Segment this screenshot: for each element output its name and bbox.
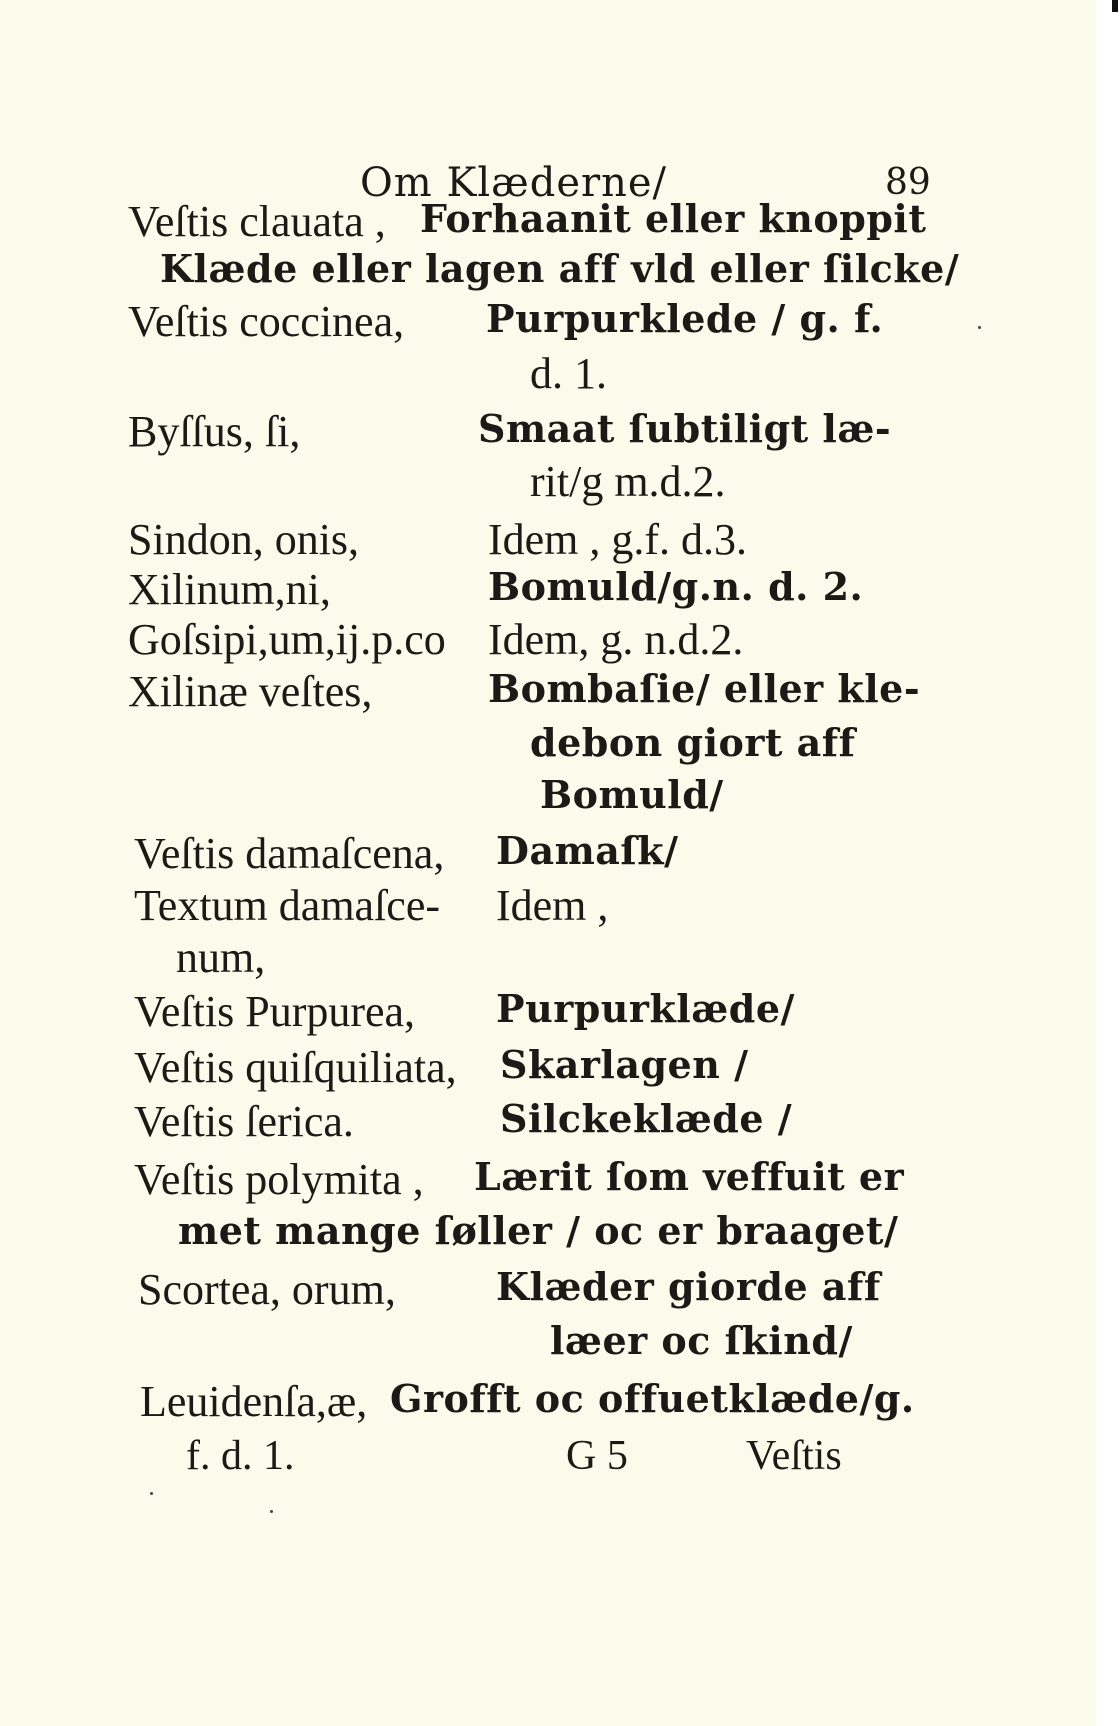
entry-latin: Xilinæ veſtes, <box>128 667 373 716</box>
entry-vernacular: læer oc ſkind/ <box>550 1318 853 1363</box>
entry-vernacular: Purpurklæde/ <box>496 986 795 1031</box>
entry-vernacular: Lærit ſom veffuit er <box>474 1154 905 1199</box>
entry-vernacular: rit/g m.d.2. <box>530 457 726 506</box>
entry-latin: num, <box>176 933 266 982</box>
entry-latin: Veſtis quiſquiliata, <box>134 1043 457 1092</box>
paper-speck <box>270 1510 273 1513</box>
entry-latin: Veſtis ſerica. <box>134 1097 354 1146</box>
entry-vernacular: Idem , <box>496 881 609 930</box>
entry-vernacular: Grofft oc offuetklæde/g. <box>390 1376 915 1421</box>
entry-latin: Textum damaſce- <box>134 881 441 930</box>
entry-vernacular: Bombaſie/ eller kle- <box>488 666 921 711</box>
entry-latin: Leuidenſa,æ, <box>140 1377 368 1426</box>
signature-mark: G 5 <box>566 1433 628 1479</box>
entry-latin: Veſtis polymita , <box>134 1155 424 1204</box>
scan-margin <box>1098 0 1120 1726</box>
entry-latin: Veſtis damaſcena, <box>134 829 445 878</box>
entry-vernacular: Klæde eller lagen aff vld eller ſilcke/ <box>160 246 960 291</box>
running-head: Om Klæderne/ <box>360 160 668 206</box>
entry-vernacular: Bomuld/g.n. d. 2. <box>488 564 864 609</box>
entry-latin: Scortea, orum, <box>138 1265 396 1314</box>
entry-vernacular: met mange ſøller / oc er braaget/ <box>178 1208 899 1253</box>
entry-vernacular: Purpurklede / g. f. <box>486 296 884 341</box>
entry-vernacular: Skarlagen / <box>500 1042 749 1087</box>
entry-vernacular: Smaat ſubtiligt læ- <box>478 406 892 451</box>
entry-latin: Veſtis clauata , <box>128 197 386 246</box>
entry-continuation: f. d. 1. <box>186 1433 295 1479</box>
entry-latin: Veſtis Purpurea, <box>134 987 416 1036</box>
page-number: 89 <box>885 162 931 203</box>
entry-vernacular: debon giort aff <box>530 720 856 765</box>
entry-latin: Xilinum,ni, <box>128 565 331 614</box>
entry-vernacular: Idem, g. n.d.2. <box>488 615 744 664</box>
entry-latin: Byſſus, ſi, <box>128 407 301 456</box>
entry-vernacular: Forhaanit eller knoppit <box>420 196 927 241</box>
scan-mark <box>1112 0 1118 12</box>
entry-latin: Sindon, onis, <box>128 515 360 564</box>
entry-vernacular: Idem , g.f. d.3. <box>488 515 748 564</box>
entry-latin: Goſsipi,um,ij.p.co <box>128 615 446 664</box>
entry-latin: Veſtis coccinea, <box>128 297 405 346</box>
paper-speck <box>978 326 981 329</box>
entry-vernacular: d. 1. <box>530 349 607 398</box>
entry-vernacular: Damaſk/ <box>496 828 679 873</box>
catchword: Veſtis <box>746 1433 842 1479</box>
entry-vernacular: Silckeklæde / <box>500 1096 793 1141</box>
entry-vernacular: Klæder giorde aff <box>496 1264 881 1309</box>
paper-speck <box>150 1492 153 1495</box>
entry-vernacular: Bomuld/ <box>540 772 724 817</box>
